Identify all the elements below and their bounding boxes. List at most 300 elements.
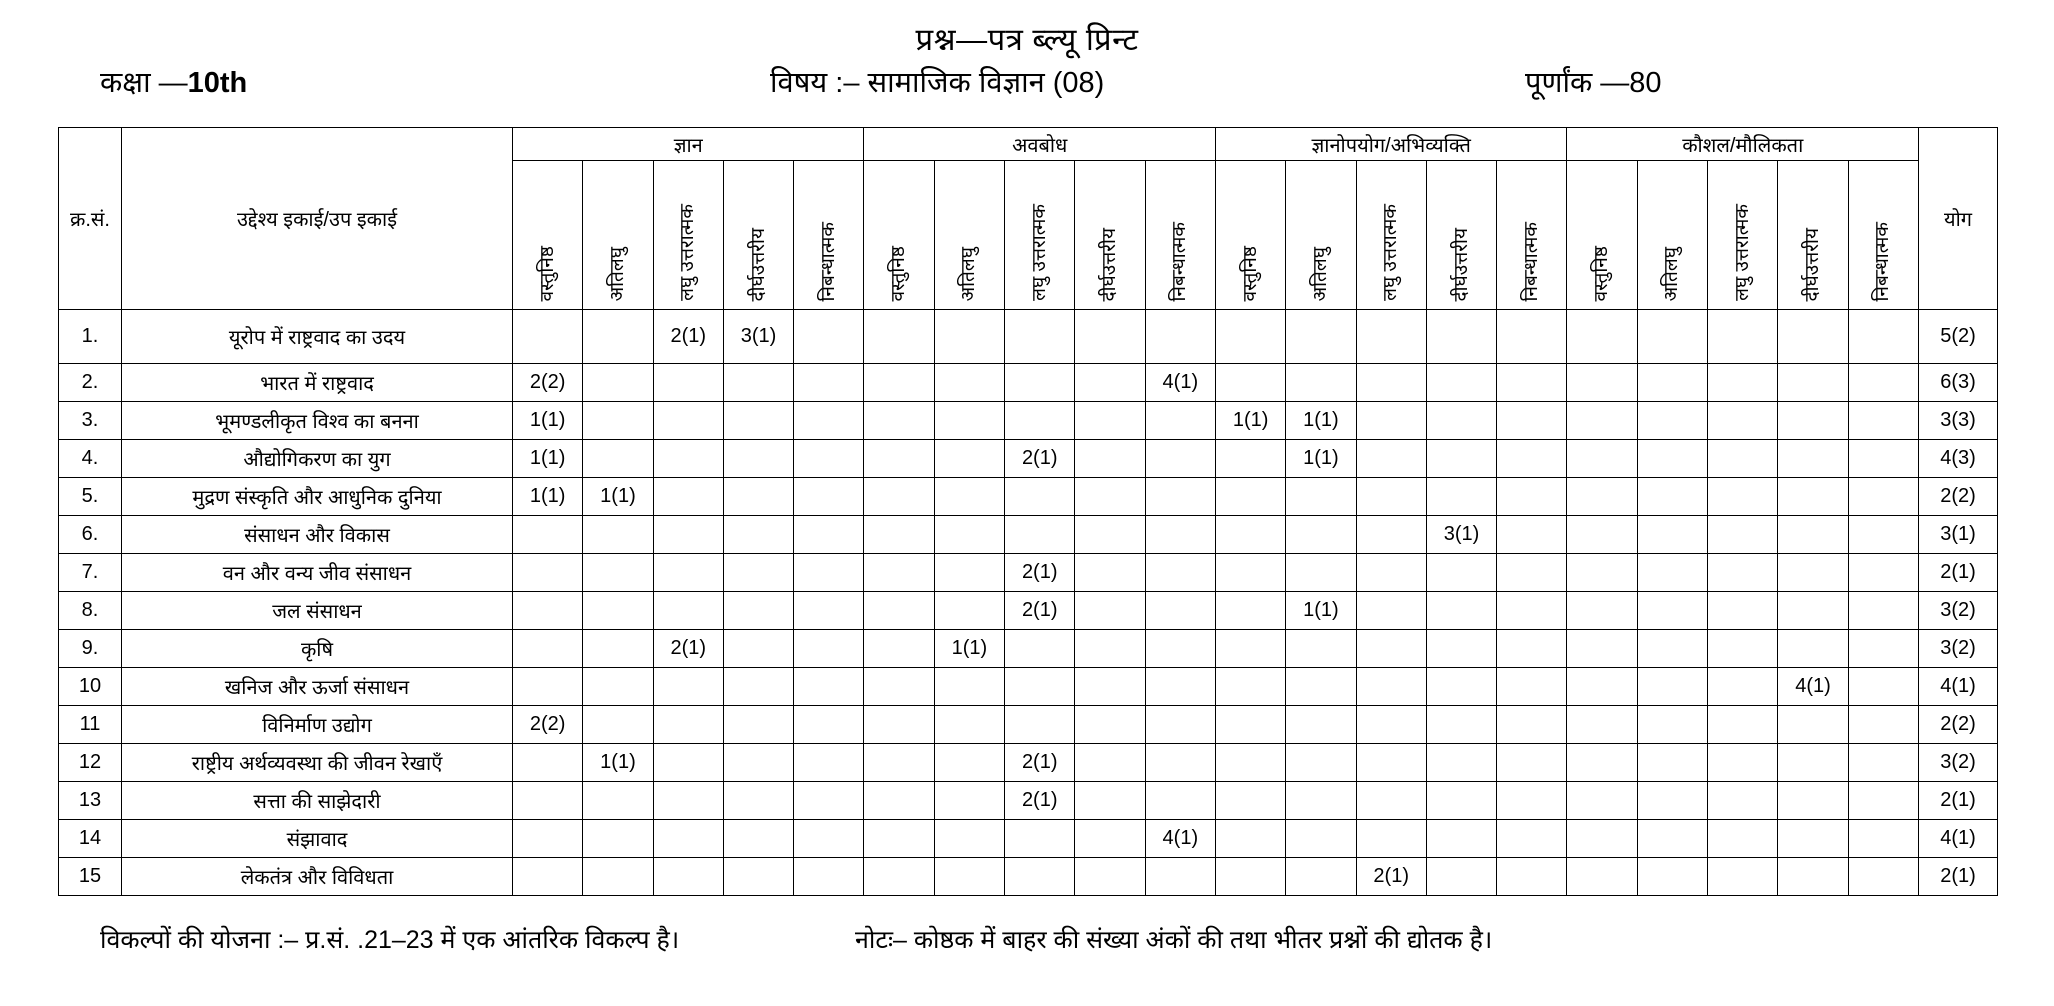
- subcol-label: लघु उत्तरात्मक: [677, 204, 699, 301]
- row-cell: [1356, 706, 1426, 744]
- row-serial: 11: [59, 706, 122, 744]
- row-serial: 13: [59, 782, 122, 820]
- subcol-label: निबन्धात्मक: [817, 221, 839, 301]
- row-cell: [1005, 820, 1075, 858]
- row-cell: [1497, 310, 1567, 364]
- row-cell: [1497, 858, 1567, 896]
- row-cell: 1(1): [1286, 592, 1356, 630]
- row-cell: [583, 630, 653, 668]
- row-cell: [1286, 858, 1356, 896]
- row-cell: [1145, 478, 1215, 516]
- row-cell: [1567, 592, 1637, 630]
- row-cell: [1497, 820, 1567, 858]
- row-cell: [864, 440, 934, 478]
- row-cell: [1778, 630, 1848, 668]
- row-cell: [1778, 478, 1848, 516]
- row-cell: [1005, 364, 1075, 402]
- row-cell: [1356, 402, 1426, 440]
- row-cell: 1(1): [513, 402, 583, 440]
- row-cell: [1778, 402, 1848, 440]
- row-cell: [794, 440, 864, 478]
- row-cell: [1075, 478, 1145, 516]
- row-cell: [1075, 402, 1145, 440]
- row-cell: [1778, 554, 1848, 592]
- row-cell: [1145, 516, 1215, 554]
- row-cell: [1426, 440, 1496, 478]
- row-cell: [1637, 310, 1707, 364]
- row-cell: [1145, 554, 1215, 592]
- row-serial: 8.: [59, 592, 122, 630]
- row-cell: [1637, 668, 1707, 706]
- row-cell: [1356, 592, 1426, 630]
- row-cell: [723, 820, 793, 858]
- row-cell: [864, 820, 934, 858]
- class-field: [100, 62, 247, 101]
- row-serial: 10: [59, 668, 122, 706]
- row-cell: [1215, 744, 1285, 782]
- row-cell: [1848, 310, 1918, 364]
- row-cell: [1637, 706, 1707, 744]
- row-cell: [1286, 364, 1356, 402]
- row-cell: [653, 782, 723, 820]
- row-cell: 4(1): [1145, 820, 1215, 858]
- row-cell: [934, 820, 1004, 858]
- subcol-label: लघु उत्तरात्मक: [1028, 204, 1050, 301]
- row-unit-name: कृषि: [122, 630, 513, 668]
- row-cell: [513, 592, 583, 630]
- subcol-label: निबन्धात्मक: [1520, 221, 1542, 301]
- row-cell: [1778, 744, 1848, 782]
- row-cell: [1708, 478, 1778, 516]
- row-cell: 1(1): [1286, 402, 1356, 440]
- row-cell: [1286, 706, 1356, 744]
- row-cell: [1567, 858, 1637, 896]
- row-cell: [1848, 630, 1918, 668]
- row-total: 3(1): [1919, 516, 1998, 554]
- row-cell: [794, 402, 864, 440]
- row-cell: [1145, 310, 1215, 364]
- subtitle-row: [0, 62, 2054, 106]
- row-cell: [794, 630, 864, 668]
- row-cell: [1075, 782, 1145, 820]
- row-cell: [1075, 820, 1145, 858]
- row-total: 2(2): [1919, 706, 1998, 744]
- blueprint-table: [58, 127, 1998, 896]
- row-cell: [1215, 630, 1285, 668]
- row-unit-name: संझावाद: [122, 820, 513, 858]
- row-cell: [1848, 668, 1918, 706]
- row-cell: 1(1): [1286, 440, 1356, 478]
- row-cell: [1497, 440, 1567, 478]
- row-cell: [723, 592, 793, 630]
- row-cell: [1145, 440, 1215, 478]
- row-cell: [583, 668, 653, 706]
- row-cell: [1708, 554, 1778, 592]
- row-cell: [1778, 310, 1848, 364]
- row-cell: [1708, 668, 1778, 706]
- row-cell: [1215, 706, 1285, 744]
- row-cell: [794, 310, 864, 364]
- subcol-label: दीर्घउत्तरीय: [747, 227, 769, 301]
- row-cell: 1(1): [1215, 402, 1285, 440]
- subcol-g3-essay: [1497, 161, 1567, 310]
- row-cell: 1(1): [513, 440, 583, 478]
- row-cell: [1848, 478, 1918, 516]
- row-cell: [1637, 516, 1707, 554]
- subcol-g4-longanswer: [1778, 161, 1848, 310]
- row-cell: 2(1): [1356, 858, 1426, 896]
- row-cell: [513, 668, 583, 706]
- row-cell: [1075, 440, 1145, 478]
- row-cell: [1497, 516, 1567, 554]
- row-cell: 3(1): [723, 310, 793, 364]
- row-cell: [653, 592, 723, 630]
- row-cell: [1005, 402, 1075, 440]
- row-unit-name: सत्ता की साझेदारी: [122, 782, 513, 820]
- subcol-g2-shortanswer: [1005, 161, 1075, 310]
- row-cell: [1708, 630, 1778, 668]
- row-cell: [653, 516, 723, 554]
- table-row: [59, 516, 1998, 554]
- page-title: प्रश्न—पत्र ब्ल्यू प्रिन्ट: [915, 22, 1139, 57]
- row-cell: [1497, 668, 1567, 706]
- row-cell: [1778, 706, 1848, 744]
- row-cell: [653, 440, 723, 478]
- row-cell: 2(1): [1005, 744, 1075, 782]
- row-cell: 1(1): [583, 478, 653, 516]
- blueprint-table-wrap: [58, 127, 1998, 896]
- table-row: [59, 592, 1998, 630]
- row-cell: [723, 402, 793, 440]
- row-cell: [1005, 706, 1075, 744]
- row-cell: [1708, 592, 1778, 630]
- table-row: [59, 630, 1998, 668]
- row-serial: 2.: [59, 364, 122, 402]
- row-cell: [1708, 440, 1778, 478]
- row-cell: [1708, 858, 1778, 896]
- row-cell: [1145, 858, 1215, 896]
- table-row: [59, 744, 1998, 782]
- row-unit-name: भूमण्डलीकृत विश्व का बनना: [122, 402, 513, 440]
- row-total: 2(1): [1919, 782, 1998, 820]
- row-cell: [583, 516, 653, 554]
- subcol-label: वस्तुनिष्ठ: [536, 245, 558, 301]
- subcol-g1-longanswer: [723, 161, 793, 310]
- row-cell: [1637, 440, 1707, 478]
- subcol-label: निबन्धात्मक: [1872, 221, 1894, 301]
- row-cell: 1(1): [934, 630, 1004, 668]
- row-cell: [1356, 516, 1426, 554]
- row-serial: 6.: [59, 516, 122, 554]
- row-cell: [1286, 310, 1356, 364]
- row-cell: [1215, 364, 1285, 402]
- row-cell: [723, 554, 793, 592]
- row-unit-name: संसाधन और विकास: [122, 516, 513, 554]
- row-cell: [1567, 820, 1637, 858]
- row-cell: [794, 858, 864, 896]
- table-head: [59, 128, 1998, 310]
- table-row: [59, 554, 1998, 592]
- row-cell: [1426, 668, 1496, 706]
- row-cell: [934, 782, 1004, 820]
- row-cell: [794, 592, 864, 630]
- row-cell: [1075, 668, 1145, 706]
- subcol-g3-verylong: [1286, 161, 1356, 310]
- row-total: 2(2): [1919, 478, 1998, 516]
- row-cell: [1426, 782, 1496, 820]
- row-cell: [583, 820, 653, 858]
- row-cell: [1075, 516, 1145, 554]
- row-cell: [1356, 440, 1426, 478]
- row-cell: [1848, 554, 1918, 592]
- subject-field: विषय :– सामाजिक विज्ञान (08): [770, 67, 1105, 99]
- row-cell: [864, 630, 934, 668]
- row-cell: [723, 706, 793, 744]
- row-cell: [1356, 782, 1426, 820]
- row-cell: [794, 820, 864, 858]
- row-cell: [1848, 402, 1918, 440]
- row-cell: [1215, 440, 1285, 478]
- subcol-g1-verylong: [583, 161, 653, 310]
- subcol-label: वस्तुनिष्ठ: [1591, 245, 1613, 301]
- row-cell: [1426, 592, 1496, 630]
- subcol-g4-verylong: [1637, 161, 1707, 310]
- row-cell: [1356, 310, 1426, 364]
- row-total: 4(3): [1919, 440, 1998, 478]
- row-serial: 3.: [59, 402, 122, 440]
- row-cell: [934, 516, 1004, 554]
- row-cell: [723, 440, 793, 478]
- row-cell: [1356, 554, 1426, 592]
- row-cell: 2(2): [513, 706, 583, 744]
- row-cell: [864, 478, 934, 516]
- row-total: 2(1): [1919, 554, 1998, 592]
- row-cell: [723, 364, 793, 402]
- row-cell: [794, 782, 864, 820]
- row-cell: [1005, 478, 1075, 516]
- row-cell: [583, 554, 653, 592]
- row-cell: [513, 630, 583, 668]
- row-cell: [1567, 402, 1637, 440]
- row-cell: [1567, 630, 1637, 668]
- subcol-g2-essay: [1145, 161, 1215, 310]
- row-cell: [1848, 744, 1918, 782]
- row-total: 3(2): [1919, 592, 1998, 630]
- subcol-label: अतिलघु: [1309, 246, 1331, 301]
- subcol-label: लघु उत्तरात्मक: [1731, 204, 1753, 301]
- row-cell: 2(1): [653, 310, 723, 364]
- row-cell: [653, 858, 723, 896]
- subcol-label: दीर्घउत्तरीय: [1450, 227, 1472, 301]
- row-cell: [1145, 592, 1215, 630]
- col-header-total: योग: [1919, 128, 1998, 310]
- row-unit-name: लेकतंत्र और विविधता: [122, 858, 513, 896]
- row-cell: [934, 592, 1004, 630]
- row-cell: [794, 364, 864, 402]
- row-cell: [864, 782, 934, 820]
- row-cell: [583, 592, 653, 630]
- row-cell: [513, 820, 583, 858]
- row-cell: [1426, 630, 1496, 668]
- table-row: [59, 440, 1998, 478]
- row-cell: [1708, 402, 1778, 440]
- table-row: [59, 478, 1998, 516]
- row-cell: [1426, 402, 1496, 440]
- row-total: 3(2): [1919, 630, 1998, 668]
- subcol-label: वस्तुनिष्ठ: [1239, 245, 1261, 301]
- row-cell: [1215, 820, 1285, 858]
- row-cell: [1005, 668, 1075, 706]
- row-cell: [723, 668, 793, 706]
- row-cell: [1356, 744, 1426, 782]
- row-cell: [1075, 310, 1145, 364]
- row-total: 4(1): [1919, 820, 1998, 858]
- row-cell: [1075, 554, 1145, 592]
- row-cell: [1778, 364, 1848, 402]
- row-cell: [1778, 820, 1848, 858]
- row-cell: [583, 858, 653, 896]
- row-cell: [1426, 706, 1496, 744]
- row-cell: [1286, 668, 1356, 706]
- row-cell: 2(1): [1005, 440, 1075, 478]
- row-cell: [934, 668, 1004, 706]
- row-cell: [934, 478, 1004, 516]
- row-cell: [1075, 858, 1145, 896]
- row-cell: [1075, 364, 1145, 402]
- row-cell: [1637, 402, 1707, 440]
- row-cell: [864, 516, 934, 554]
- row-unit-name: विनिर्माण उद्योग: [122, 706, 513, 744]
- row-cell: [1356, 820, 1426, 858]
- row-cell: [653, 668, 723, 706]
- title-row: [0, 0, 2054, 62]
- row-cell: [1637, 858, 1707, 896]
- row-cell: [1286, 782, 1356, 820]
- row-serial: 7.: [59, 554, 122, 592]
- row-serial: 9.: [59, 630, 122, 668]
- row-cell: [1497, 782, 1567, 820]
- class-label: कक्षा —: [100, 67, 188, 99]
- row-cell: [1075, 706, 1145, 744]
- row-unit-name: यूरोप में राष्ट्रवाद का उदय: [122, 310, 513, 364]
- row-cell: [723, 782, 793, 820]
- row-cell: [1567, 554, 1637, 592]
- row-cell: [864, 858, 934, 896]
- row-cell: [794, 516, 864, 554]
- table-row: [59, 782, 1998, 820]
- group-header-gyan: ज्ञान: [513, 128, 864, 161]
- row-cell: [1848, 782, 1918, 820]
- row-cell: [1637, 478, 1707, 516]
- row-total: 4(1): [1919, 668, 1998, 706]
- row-cell: [1286, 516, 1356, 554]
- row-total: 3(2): [1919, 744, 1998, 782]
- row-cell: [723, 516, 793, 554]
- row-cell: [1497, 402, 1567, 440]
- row-cell: [1637, 592, 1707, 630]
- row-cell: [1708, 706, 1778, 744]
- row-cell: [1567, 744, 1637, 782]
- row-cell: [723, 858, 793, 896]
- row-cell: [1637, 554, 1707, 592]
- table-row: [59, 858, 1998, 896]
- row-cell: 2(1): [653, 630, 723, 668]
- row-cell: [1286, 630, 1356, 668]
- row-serial: 12: [59, 744, 122, 782]
- row-cell: [934, 858, 1004, 896]
- row-cell: [583, 364, 653, 402]
- row-cell: [1145, 668, 1215, 706]
- footer-options-note: विकल्पों की योजना :– प्र.सं. .21–23 में एक आंतरिक विकल्प है।: [100, 926, 680, 954]
- row-cell: [934, 706, 1004, 744]
- row-unit-name: भारत में राष्ट्रवाद: [122, 364, 513, 402]
- row-cell: [513, 858, 583, 896]
- table-row: [59, 310, 1998, 364]
- row-cell: [723, 478, 793, 516]
- row-cell: [513, 516, 583, 554]
- row-unit-name: राष्ट्रीय अर्थव्यवस्था की जीवन रेखाएँ: [122, 744, 513, 782]
- row-cell: [1426, 554, 1496, 592]
- subcol-label: अतिलघु: [958, 246, 980, 301]
- row-cell: [1075, 592, 1145, 630]
- row-cell: [583, 782, 653, 820]
- row-cell: [723, 630, 793, 668]
- subcol-g1-objective: [513, 161, 583, 310]
- row-cell: [653, 744, 723, 782]
- row-cell: [1215, 310, 1285, 364]
- table-row: [59, 668, 1998, 706]
- row-cell: [1848, 706, 1918, 744]
- row-cell: [934, 440, 1004, 478]
- row-cell: [653, 364, 723, 402]
- row-cell: [1286, 554, 1356, 592]
- row-cell: [513, 782, 583, 820]
- row-cell: [1005, 858, 1075, 896]
- row-cell: [1145, 744, 1215, 782]
- row-cell: [1497, 630, 1567, 668]
- row-cell: 2(2): [513, 364, 583, 402]
- row-cell: [1215, 516, 1285, 554]
- row-cell: [1848, 858, 1918, 896]
- row-cell: [1637, 630, 1707, 668]
- row-cell: [1356, 478, 1426, 516]
- row-cell: [864, 364, 934, 402]
- row-cell: [1778, 516, 1848, 554]
- subcol-g2-verylong: [934, 161, 1004, 310]
- row-cell: [1215, 668, 1285, 706]
- row-cell: [1637, 820, 1707, 858]
- subcol-label: लघु उत्तरात्मक: [1380, 204, 1402, 301]
- row-cell: [1567, 364, 1637, 402]
- subcol-g4-shortanswer: [1708, 161, 1778, 310]
- row-cell: [653, 402, 723, 440]
- row-cell: [1426, 364, 1496, 402]
- row-cell: [1286, 744, 1356, 782]
- row-cell: [1215, 592, 1285, 630]
- row-cell: [1848, 820, 1918, 858]
- row-serial: 5.: [59, 478, 122, 516]
- row-cell: [864, 744, 934, 782]
- col-header-unit: उद्देश्य इकाई/उप इकाई: [122, 128, 513, 310]
- row-cell: 4(1): [1778, 668, 1848, 706]
- row-cell: [1848, 516, 1918, 554]
- row-cell: [1145, 706, 1215, 744]
- row-cell: [653, 820, 723, 858]
- row-cell: [1075, 744, 1145, 782]
- subcol-g4-essay: [1848, 161, 1918, 310]
- group-header-avabodh: अवबोध: [864, 128, 1215, 161]
- row-cell: 4(1): [1145, 364, 1215, 402]
